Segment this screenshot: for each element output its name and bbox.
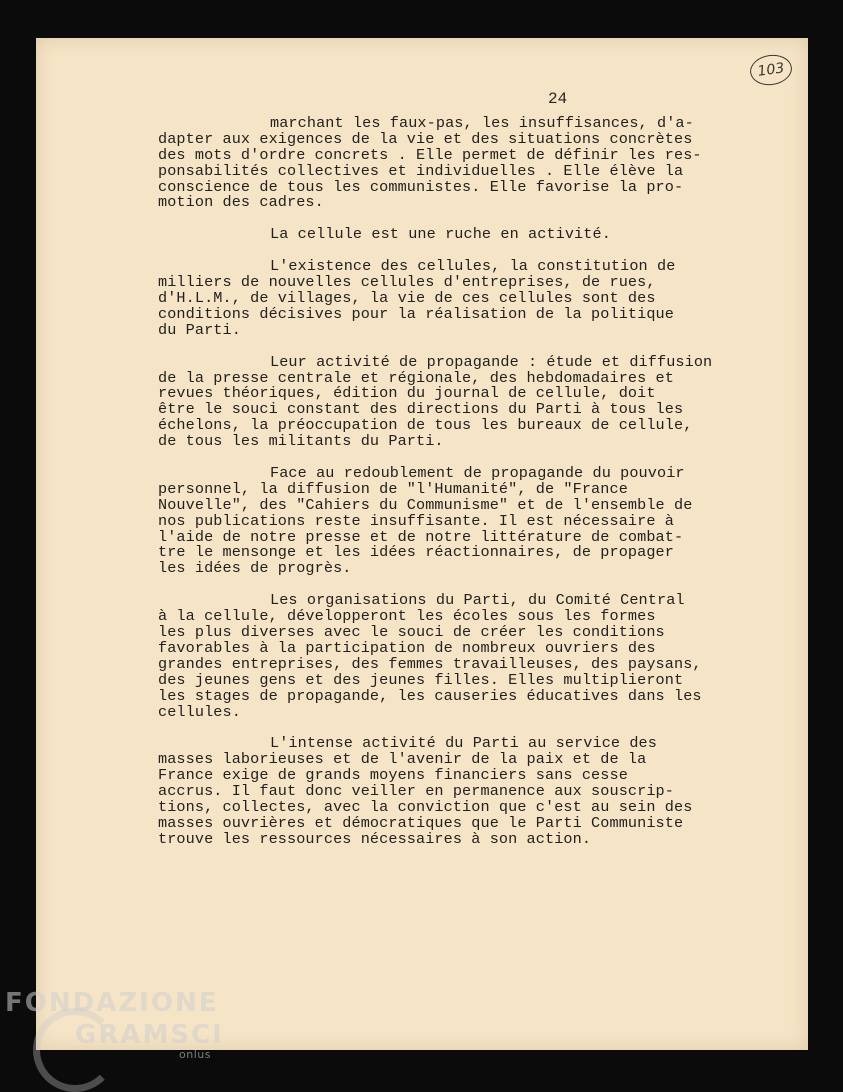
paragraph <box>158 593 738 720</box>
text-line: Leur activité de propagande : étude et diffusion <box>270 352 713 371</box>
text-line: L'intense activité du Parti au service des <box>270 734 657 753</box>
text-line: La cellule est une ruche en activité. <box>270 225 611 244</box>
paragraph <box>158 259 738 338</box>
text-line: milliers de nouvelles cellules d'entreprises, de rues, <box>158 273 656 292</box>
text-line: accrus. Il faut donc veiller en permanence aux souscrip- <box>158 782 674 801</box>
text-line: marchant les faux-pas, les insuffisances, d'a- <box>270 114 694 132</box>
text-line: d'H.L.M., de villages, la vie de ces cellules sont des <box>158 289 656 308</box>
page-number: 24 <box>548 90 568 108</box>
text-line: Face au redoublement de propagande du pouvoir <box>270 464 685 483</box>
text-line: favorables à la participation de nombreux ouvriers des <box>158 638 656 657</box>
text-line: de tous les militants du Parti. <box>158 432 444 451</box>
text-line: conscience de tous les communistes. Elle favorise la pro- <box>158 177 684 196</box>
paragraph <box>158 352 738 451</box>
text-line: cellules. <box>158 702 241 721</box>
text-line: être le souci constant des directions du Parti à tous les <box>158 400 684 419</box>
text-line: Nouvelle", des "Cahiers du Communisme" et de l'ensemble de <box>158 495 693 514</box>
text-line: les plus diverses avec le souci de créer les conditions <box>158 623 665 642</box>
text-line: dapter aux exigences de la vie et des situations concrètes <box>158 129 693 148</box>
text-line: revues théoriques, édition du journal de cellule, doit <box>158 384 656 403</box>
text-line: tions, collectes, avec la conviction que c'est au sein des <box>158 797 693 816</box>
text-line: échelons, la préoccupation de tous les bureaux de cellule, <box>158 416 693 435</box>
text-line: des mots d'ordre concrets . Elle permet de définir les res- <box>158 145 702 164</box>
text-line: tre le mensonge et les idées réactionnaires, de propager <box>158 543 674 562</box>
document-body <box>158 116 738 848</box>
text-line: ponsabilités collectives et individuelles . Elle élève la <box>158 161 684 180</box>
paragraph <box>158 736 738 847</box>
text-line: des jeunes gens et des jeunes filles. Elles multiplieront <box>158 670 684 689</box>
text-line: les stages de propagande, les causeries éducatives dans les <box>158 686 702 705</box>
text-line: du Parti. <box>158 320 241 339</box>
text-line: motion des cadres. <box>158 193 324 212</box>
gramsci-logo-icon <box>33 1008 117 1092</box>
archive-stamp: 103 <box>748 52 794 88</box>
text-line: grandes entreprises, des femmes travailleuses, des paysans, <box>158 654 702 673</box>
watermark-line1: FONDAZIONE <box>5 988 219 1018</box>
watermark-suffix: onlus <box>179 1048 211 1061</box>
text-line: conditions décisives pour la réalisation de la politique <box>158 304 674 323</box>
text-line: les idées de progrès. <box>158 559 352 578</box>
text-line: personnel, la diffusion de "l'Humanité", de "France <box>158 479 628 498</box>
paragraph <box>158 466 738 577</box>
text-line: à la cellule, développeront les écoles sous les formes <box>158 607 656 626</box>
text-line: France exige de grands moyens financiers sans cesse <box>158 766 628 785</box>
text-line: masses ouvrières et démocratiques que le Parti Communiste <box>158 813 684 832</box>
text-line: masses laborieuses et de l'avenir de la paix et de la <box>158 750 647 769</box>
text-line: L'existence des cellules, la constitution de <box>270 257 676 276</box>
text-line: l'aide de notre presse et de notre littérature de combat- <box>158 527 684 546</box>
watermark-line2: GRAMSCI <box>75 1020 224 1050</box>
paragraph <box>158 116 738 211</box>
text-line: de la presse centrale et régionale, des hebdomadaires et <box>158 368 674 387</box>
text-line: nos publications reste insuffisante. Il est nécessaire à <box>158 511 674 530</box>
paragraph <box>158 227 738 243</box>
text-line: Les organisations du Parti, du Comité Central <box>270 591 685 610</box>
fondazione-gramsci-watermark <box>5 988 224 1061</box>
text-line: trouve les ressources nécessaires à son action. <box>158 829 592 848</box>
